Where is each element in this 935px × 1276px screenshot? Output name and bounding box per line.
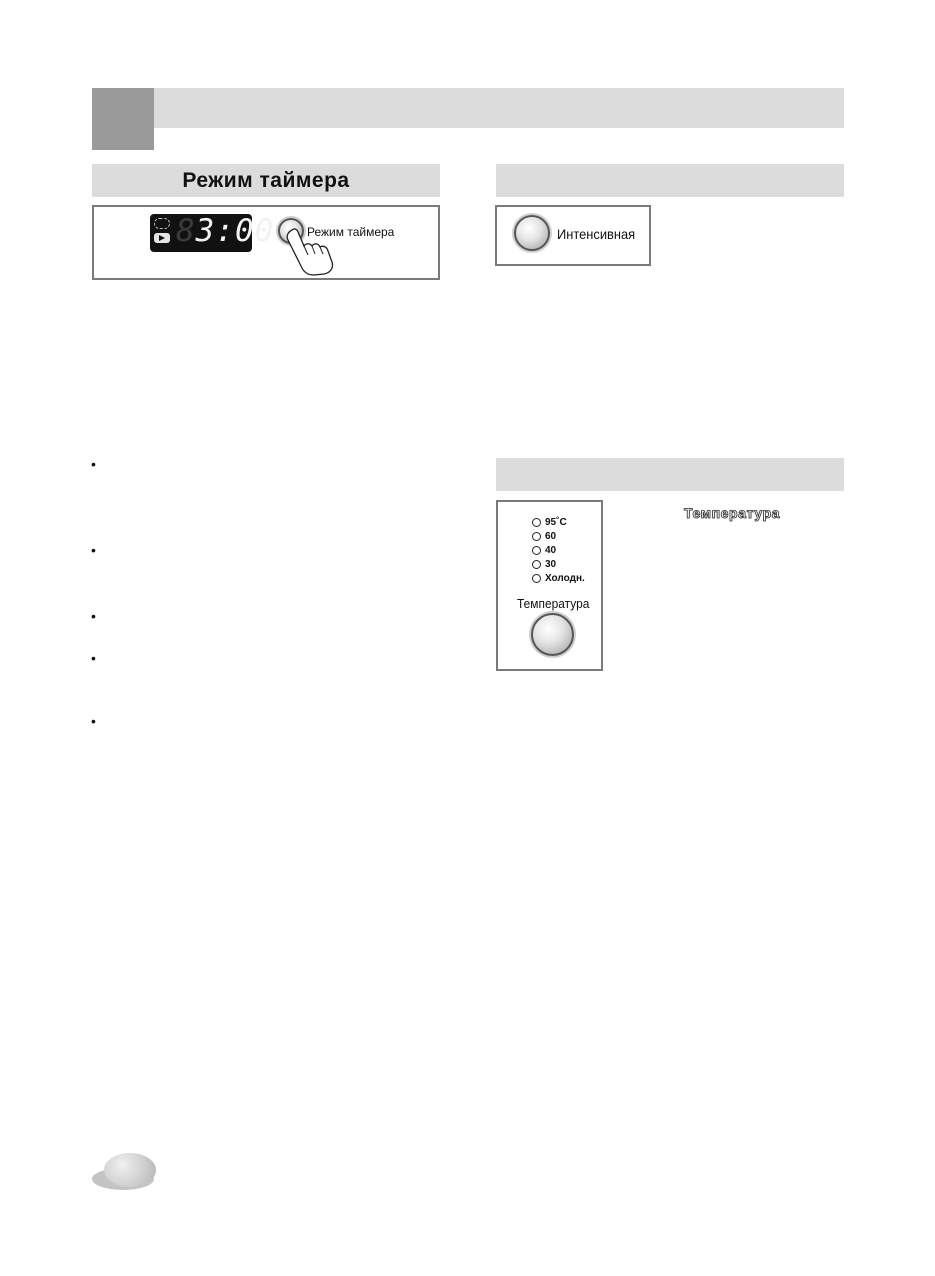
- pointing-hand-icon: [282, 226, 346, 276]
- temperature-option[interactable]: Холодн.: [532, 572, 597, 586]
- bullet-3: •: [91, 608, 96, 624]
- bullet-1: •: [91, 456, 96, 472]
- led-display: 83:00: [150, 214, 252, 252]
- indicator-dot-icon: [532, 532, 541, 541]
- intensive-button[interactable]: [514, 215, 550, 251]
- temperature-option[interactable]: 40: [532, 543, 597, 557]
- intensive-section-header: [496, 164, 844, 197]
- timer-section-header: [92, 164, 440, 197]
- temperature-option[interactable]: 95˚C: [532, 515, 597, 529]
- page-number-badge: [104, 1153, 156, 1187]
- bullet-4: •: [91, 650, 96, 666]
- timer-mode-button-label: Режим таймера: [307, 225, 395, 239]
- chapter-tab-block: [92, 88, 154, 150]
- page-header-bar: [154, 88, 844, 128]
- play-pause-icon: [154, 233, 170, 243]
- indicator-dot-icon: [532, 574, 541, 583]
- temperature-caption: Температура: [684, 505, 781, 521]
- temperature-panel-label: Температура: [517, 596, 590, 611]
- temperature-option[interactable]: 60: [532, 529, 597, 543]
- indicator-dot-icon: [532, 560, 541, 569]
- indicator-dot-icon: [532, 518, 541, 527]
- indicator-dot-icon: [532, 546, 541, 555]
- temperature-option[interactable]: 30: [532, 558, 597, 572]
- bullet-2: •: [91, 542, 96, 558]
- temperature-section-header: [496, 458, 844, 491]
- display-time: 3:00: [195, 213, 275, 249]
- timer-section-title: Режим таймера: [182, 168, 350, 192]
- bullet-5: •: [91, 713, 96, 729]
- timer-icon: [154, 218, 170, 229]
- temperature-options-list: [532, 515, 597, 586]
- temperature-button[interactable]: [531, 613, 574, 656]
- intensive-button-label: Интенсивная: [557, 226, 636, 242]
